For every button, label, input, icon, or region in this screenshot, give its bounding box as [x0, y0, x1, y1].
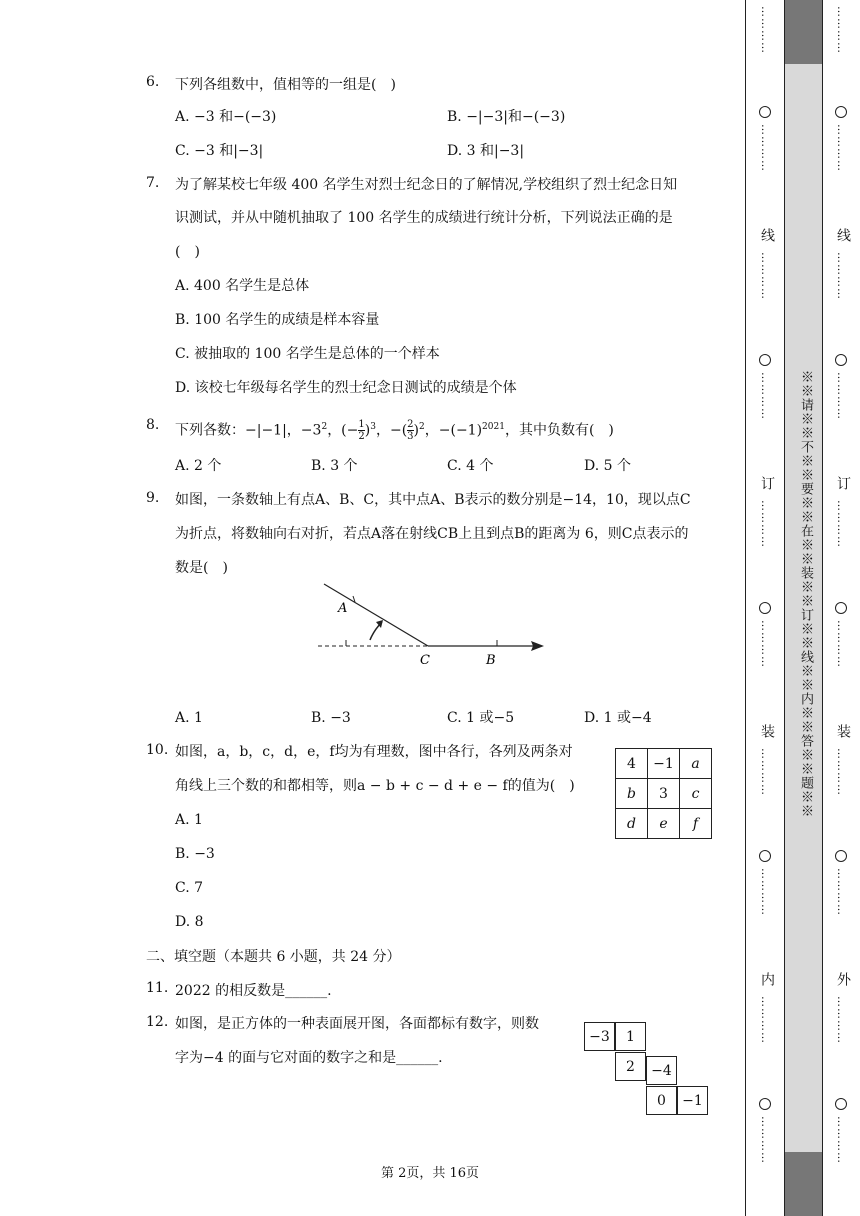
section-heading: 二、填空题（本题共 6 小题，共 24 分） — [146, 949, 401, 965]
dotted-line: ………… — [759, 372, 772, 420]
dotted-line: ………… — [835, 996, 848, 1044]
binding-char: 订 — [759, 476, 775, 490]
net-cell: −3 — [584, 1022, 615, 1051]
binding-notice: ※※请※※不※※要※※在※※装※※订※※线※※内※※答※※题※※ — [798, 370, 813, 818]
circle-mark — [835, 354, 847, 366]
circle-mark — [835, 106, 847, 118]
binding-char: 订 — [835, 476, 851, 490]
dotted-line: ………… — [759, 124, 772, 172]
dotted-line: ………… — [835, 500, 848, 548]
q7-option-b: B. 100 名学生的成绩是样本容量 — [175, 312, 380, 328]
dotted-line: ………… — [759, 6, 772, 54]
net-cell: 2 — [615, 1052, 646, 1081]
q8-text: 下列各数：−|−1|，−3 — [175, 422, 322, 439]
dotted-line: ………… — [835, 6, 848, 54]
q6-option-a: A. −3 和−(−3) — [175, 109, 277, 125]
q12-number: 12. — [146, 1014, 169, 1030]
page-footer: 第 2页，共 16页 — [380, 1166, 480, 1181]
q8-text: ) — [413, 422, 420, 439]
q10-option-b: B. −3 — [175, 846, 215, 862]
grid-cell: −1 — [648, 749, 680, 779]
grid-cell: a — [680, 749, 712, 779]
label-b: B — [486, 653, 496, 668]
q10-option-c: C. 7 — [175, 880, 204, 896]
binding-char: 装 — [835, 724, 851, 738]
circle-mark — [835, 602, 847, 614]
q8-text: ，−(−1) — [424, 422, 483, 439]
q8-exponent: 2 — [321, 422, 328, 432]
q9-option-d: D. 1 或−4 — [584, 710, 652, 726]
dotted-line: ………… — [835, 1116, 848, 1164]
binding-gray-block-bottom — [785, 1152, 822, 1216]
circle-mark — [835, 850, 847, 862]
q8-number: 8. — [146, 417, 160, 433]
grid-cell: d — [616, 809, 648, 839]
q9-stem-line2: 为折点，将数轴向右对折，若点A落在射线CB上且到点B的距离为 6，则C点表示的 — [175, 526, 689, 542]
q8-text: ) — [364, 422, 371, 439]
dotted-line: ………… — [835, 620, 848, 668]
q8-option-a: A. 2 个 — [175, 458, 222, 474]
dotted-line: ………… — [759, 252, 772, 300]
q9-number: 9. — [146, 490, 160, 506]
circle-mark — [759, 850, 771, 862]
q9-option-c: C. 1 或−5 — [447, 710, 515, 726]
q8-fraction-denominator: 3 — [407, 431, 414, 443]
q10-stem-line2: 角线上三个数的和都相等，则a − b + c − d + e − f的值为( ) — [175, 778, 575, 794]
magic-square-grid — [615, 748, 712, 839]
grid-cell: c — [680, 779, 712, 809]
q8-fraction-numerator: 1 — [358, 419, 365, 431]
q9-option-a: A. 1 — [175, 710, 203, 726]
net-cell: 0 — [646, 1086, 677, 1115]
q8-text: ，(− — [327, 422, 359, 439]
grid-cell: 3 — [648, 779, 680, 809]
q7-number: 7. — [146, 175, 160, 191]
grid-cell: f — [680, 809, 712, 839]
q7-stem-line2: 识测试，并从中随机抽取了 100 名学生的成绩进行统计分析，下列说法正确的是 — [175, 210, 673, 226]
binding-gray-block-top — [785, 0, 822, 64]
binding-char: 线 — [759, 228, 775, 242]
label-a: A — [338, 601, 348, 616]
q8-exponent: 2 — [419, 422, 425, 432]
q12-stem-line2: 字为−4 的面与它对面的数字之和是______. — [175, 1050, 443, 1066]
grid-cell: 4 — [616, 749, 648, 779]
dotted-line: ………… — [759, 748, 772, 796]
q7-stem-line1: 为了解某校七年级 400 名学生对烈士纪念日的了解情况,学校组织了烈士纪念日知 — [175, 177, 678, 193]
binding-char: 线 — [835, 228, 851, 242]
q8-text: ，−( — [375, 422, 408, 439]
q8-stem — [175, 410, 614, 448]
binding-char: 内 — [759, 972, 775, 986]
label-c: C — [420, 653, 430, 668]
binding-char: 装 — [759, 724, 775, 738]
dotted-line: ………… — [759, 620, 772, 668]
q7-stem-line3: ( ) — [175, 244, 200, 260]
dotted-line: ………… — [835, 372, 848, 420]
q7-option-a: A. 400 名学生是总体 — [175, 278, 310, 294]
binding-char: 外 — [835, 972, 851, 986]
q9-stem-line1: 如图，一条数轴上有点A、B、C，其中点A、B表示的数分别是−14，10，现以点C — [175, 492, 691, 508]
q8-text: ，其中负数有( ) — [504, 422, 614, 439]
q12-stem-line1: 如图，是正方体的一种表面展开图，各面都标有数字，则数 — [175, 1016, 539, 1032]
q6-option-c: C. −3 和|−3| — [175, 143, 264, 159]
q8-fraction-denominator: 2 — [358, 431, 365, 443]
q8-option-b: B. 3 个 — [311, 458, 358, 474]
dotted-line: ………… — [835, 252, 848, 300]
q8-exponent: 3 — [370, 422, 376, 432]
q10-option-a: A. 1 — [175, 812, 203, 828]
q8-fraction-numerator: 2 — [407, 419, 414, 431]
dotted-line: ………… — [835, 124, 848, 172]
circle-mark — [835, 1098, 847, 1110]
net-cell: −4 — [646, 1056, 677, 1085]
net-cell: 1 — [615, 1022, 646, 1051]
q6-number: 6. — [146, 74, 160, 90]
q7-option-d: D. 该校七年级每名学生的烈士纪念日测试的成绩是个体 — [175, 380, 517, 396]
circle-mark — [759, 602, 771, 614]
q11-number: 11. — [146, 980, 169, 996]
circle-mark — [759, 106, 771, 118]
dotted-line: ………… — [759, 500, 772, 548]
dotted-line: ………… — [759, 1116, 772, 1164]
grid-cell: e — [648, 809, 680, 839]
dotted-line: ………… — [835, 748, 848, 796]
q10-option-d: D. 8 — [175, 914, 204, 930]
net-cell: −1 — [677, 1086, 708, 1115]
q10-number: 10. — [146, 742, 169, 758]
q8-option-d: D. 5 个 — [584, 458, 631, 474]
dotted-line: ………… — [835, 868, 848, 916]
q10-stem-line1: 如图，a，b，c，d，e，f均为有理数，图中各行，各列及两条对 — [175, 744, 573, 760]
q8-exponent: 2021 — [482, 422, 505, 432]
q6-option-b: B. −|−3|和−(−3) — [447, 109, 566, 125]
q6-option-d: D. 3 和|−3| — [447, 143, 525, 159]
q7-option-c: C. 被抽取的 100 名学生是总体的一个样本 — [175, 346, 440, 362]
q8-option-c: C. 4 个 — [447, 458, 494, 474]
dotted-line: ………… — [759, 996, 772, 1044]
circle-mark — [759, 1098, 771, 1110]
circle-mark — [759, 354, 771, 366]
grid-cell: b — [616, 779, 648, 809]
dotted-line: ………… — [759, 868, 772, 916]
q6-stem: 下列各组数中，值相等的一组是( ) — [175, 77, 396, 93]
q9-number-line-figure — [300, 578, 560, 678]
q9-stem-line3: 数是( ) — [175, 560, 228, 576]
q11-stem: 2022 的相反数是______. — [175, 983, 332, 999]
q9-option-b: B. −3 — [311, 710, 351, 726]
